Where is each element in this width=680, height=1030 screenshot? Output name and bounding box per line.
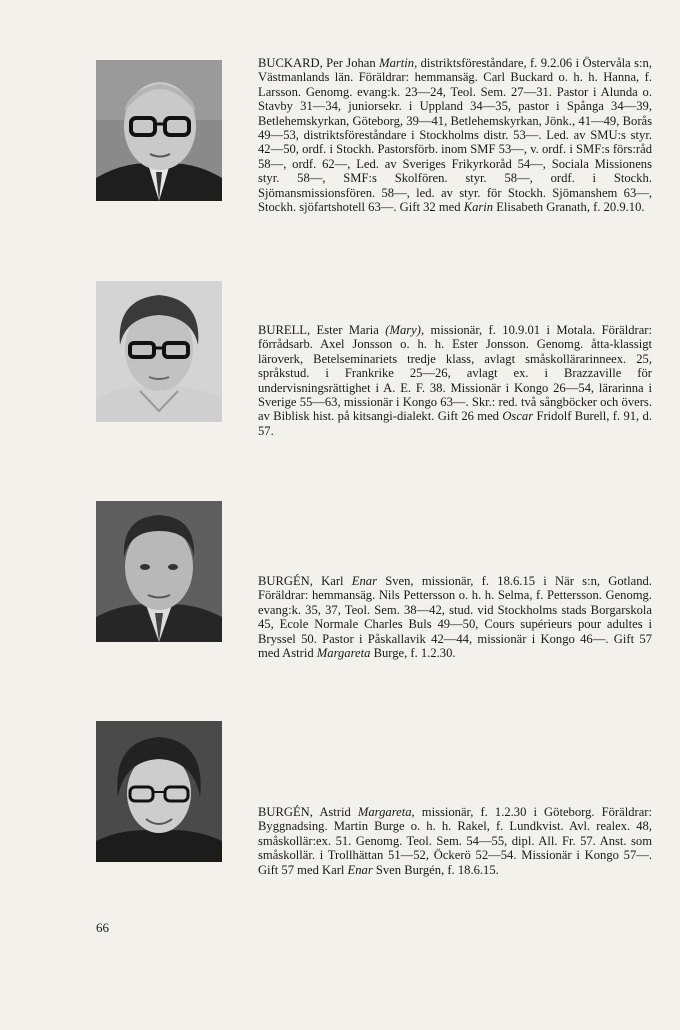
bio-run: Elisabeth Granath, f. 20.9.10. [493, 200, 645, 215]
bio-run: Sven, missionär, f. 18.6.15 i När s:n, Gotland. Föräldrar: hemmansäg. Nils Pettersson o. h. h. Selma, f. Pettersson. Genomg. evang:k. 35, 37, Teol. Sem. 38—42, stud. vid Stockholms stads Borgarskola 45, Ecole Normale Charles Buls 49—50, Cours supérieurs pour adultes i Bryssel 50. Pastor i Påskallavik 42—44, missionär i Kongo 46—. Gift 57 med Astrid [258, 574, 652, 661]
page-number: 66 [96, 920, 109, 935]
portrait-photo [96, 60, 222, 201]
bio-run: Sven Burgén, f. 18.6.15. [372, 862, 499, 877]
portrait-photo-burell [96, 281, 222, 422]
bio-run: BURELL, Ester Maria [258, 323, 386, 337]
bio-run: Margareta [316, 646, 371, 661]
bio-text-buckard [258, 56, 652, 214]
bio-run: BURGÉN, Karl [258, 574, 352, 588]
portrait-photo [96, 501, 222, 642]
bio-text-burell [258, 323, 652, 438]
bio-run: Enar [351, 574, 377, 588]
bio-run: missionär, f. 10.9.01 i Motala. Föräldrar: förrådsarb. Axel Jonsson o. h. h. Ester Jonsson. Genomg. åtta-klassigt läroverk, Betelseminariets tredje klass, avlagt småskollärarinneex. 25, språkstud. i Frankrike 25—26, avlagt ex. i Brazzaville för undervisningsrättighet i A. E. F. 38. Missionär i Kongo 26—54, lärarinna i Sverige 55—63, missionär i Kongo 63—. Skr.: red. två sångböcker och övers. av Biblisk hist. på kitsangi-dialekt. Gift 26 med [258, 323, 652, 424]
bio-text-burgen-astrid [258, 805, 652, 877]
bio-run: Karin [463, 200, 494, 215]
bio-run: distriktsföreståndare, f. 9.2.06 i Östervåla s:n, Västmanlands län. Föräldrar: hemmansäg. Carl Buckard o. h. h. Hanna, f. Larsson. Genomg. evang:k. 23—24, Teol. Sem. 27—31. Pastor i Alunda o. Stavby 31—34, juniorsekr. i Uppland 34—35, pastor i Spånga 34—39, Betlehemskyrkan, Göteborg, 39—41, Betlehemskyrkan, Jönk., 41—49, Borås 49—53, distriktsföreståndare i Stockholms distr. 53—. Led. av SMU:s styr. 42—50, ordf. i Stockh. Pastorsförb. inom SMF 53—, v. ordf. i SMF:s förs:råd 58—, ordf. 62—, Led. av Sveriges Frikyrkoråd 54—, Sociala Missionens styr. 58—, SMF:s Skolfören. styr. 58—, ordf. i Stockh. Sjömansmissionsfören. 58—, led. av styr. för Stockh. Sjömanshem 63—, Stockh. sjöfartshotell 63—. Gift 32 med [258, 56, 653, 215]
portrait-photo-burgen-astrid [96, 721, 222, 862]
portrait-photo [96, 281, 222, 422]
portrait-photo [96, 721, 222, 862]
bio-run: Enar [347, 862, 373, 877]
bio-run: BURGÉN, Astrid [258, 805, 358, 819]
bio-run: missionär, f. 1.2.30 i Göteborg. Föräldrar: Byggnadsing. Martin Burge o. h. h. Rakel, f. Lundkvist. Avl. realex. 48, småskollär:ex. 51. Genomg. Teol. Sem. 54—55, dipl. All. Fr. 57. Anst. som småskollär. i Trollhättan 51—52, Öckerö 52—54. Missionär i Kongo 57—. Gift 57 med Karl [258, 805, 652, 877]
bio-run: Martin, [379, 56, 418, 70]
bio-run: Burge, f. 1.2.30. [370, 646, 456, 661]
bio-text-burgen-karl [258, 574, 652, 660]
bio-run: Oscar [502, 409, 534, 424]
portrait-photo-burgen-karl [96, 501, 222, 642]
bio-run: (Mary), [385, 323, 425, 337]
bio-run: BUCKARD, Per Johan [258, 56, 380, 70]
bio-run: Margareta, [357, 805, 415, 819]
bio-run: Fridolf Burell, f. 91, d. 57. [258, 409, 652, 438]
portrait-photo-buckard [96, 60, 222, 201]
